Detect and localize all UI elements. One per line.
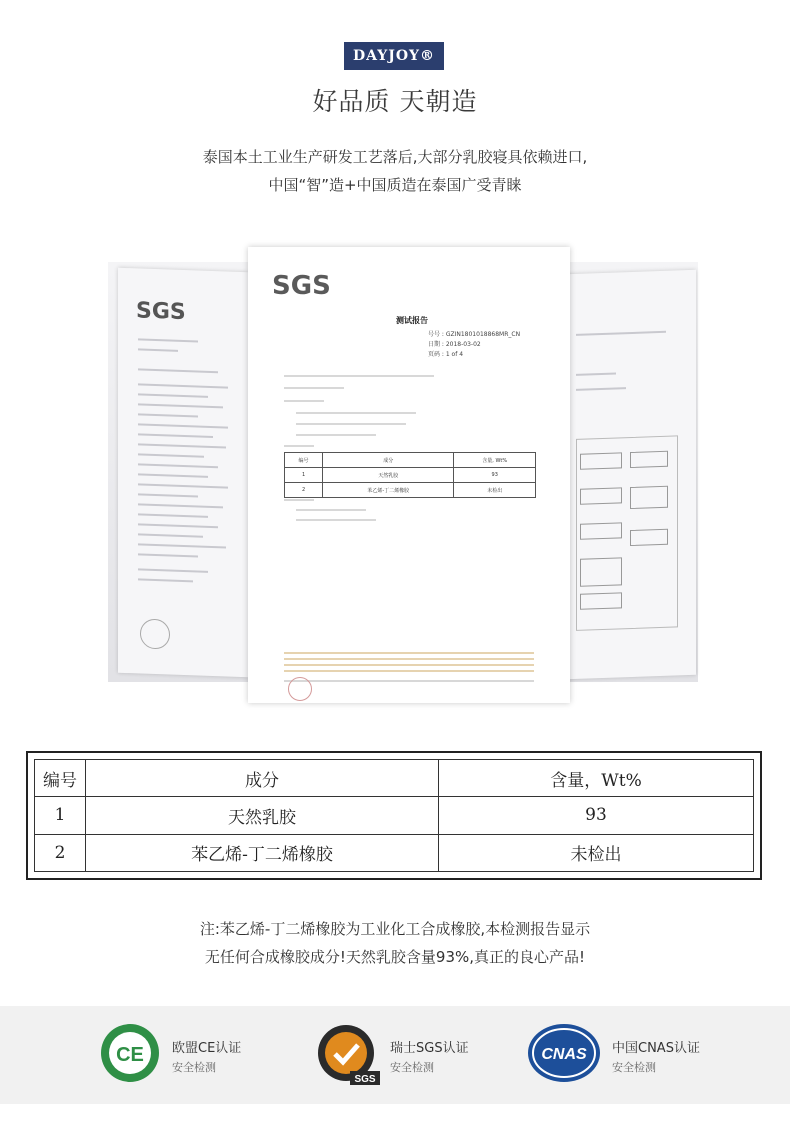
cnas-badge-icon: [526, 1021, 602, 1085]
header-number: 编号: [35, 760, 86, 797]
ce-badge-text: CE: [116, 1044, 144, 1066]
cnas-badge-text: CNAS: [541, 1046, 587, 1063]
row-component: 天然乳胶: [86, 797, 439, 834]
sgs-logo-left: SGS: [136, 298, 186, 326]
report-page-main: [248, 247, 570, 703]
sgs-logo-main: SGS: [272, 271, 331, 301]
row-component: 苯乙烯-丁二烯橡胶: [86, 834, 439, 871]
report-meta-2: 日期 : 2018-03-02: [428, 341, 481, 348]
mini-cell: 苯乙烯-丁二烯橡胶: [323, 483, 454, 498]
cert-sgs-subtitle: 安全检测: [390, 1061, 434, 1074]
brand-logo: DAYJOY®: [344, 42, 444, 70]
report-meta-3: 页码 : 1 of 4: [428, 351, 464, 358]
page-headline: 好品质 天朝造: [312, 87, 478, 116]
mini-head-component: 成分: [323, 453, 454, 468]
ce-badge-icon: [100, 1021, 160, 1085]
cert-ce-subtitle: 安全检测: [172, 1061, 216, 1074]
cert-cnas-subtitle: 安全检测: [612, 1061, 656, 1074]
mini-cell: 2: [285, 483, 323, 498]
intro-line-2: 中国“智”造+中国质造在泰国广受青睐: [268, 176, 522, 194]
report-mini-table: [284, 452, 536, 498]
report-title: 测试报告: [396, 316, 428, 325]
intro-line-1: 泰国本土工业生产研发工艺落后,大部分乳胶寝具依赖进口,: [202, 148, 588, 166]
stamp-icon: [288, 677, 312, 701]
row-number: 1: [35, 797, 86, 834]
note-line-2: 无任何合成橡胶成分!天然乳胶含量93%,真正的良心产品!: [204, 948, 586, 966]
mini-head-content: 含量, Wt%: [454, 453, 536, 468]
seal-icon: [140, 618, 170, 649]
table-row: [35, 834, 754, 871]
mini-head-no: 编号: [285, 453, 323, 468]
table-row: [35, 797, 754, 834]
row-content: 93: [439, 797, 754, 834]
report-page-left: [118, 268, 248, 678]
cert-ce-title: 欧盟CE认证: [172, 1041, 242, 1056]
header-content: 含量，Wt%: [439, 760, 754, 797]
mini-cell: 天然乳胶: [323, 468, 454, 483]
cert-cnas-title: 中国CNAS认证: [612, 1041, 700, 1056]
row-number: 2: [35, 834, 86, 871]
results-table-frame: [26, 751, 762, 880]
results-table: [34, 759, 754, 872]
row-content: 未检出: [439, 834, 754, 871]
cert-cnas: [526, 1021, 716, 1087]
mini-cell: 93: [454, 468, 536, 483]
sgs-badge-text: SGS: [354, 1074, 376, 1085]
sgs-badge-icon: [316, 1021, 380, 1087]
header-component: 成分: [86, 760, 439, 797]
cert-sgs: [316, 1021, 496, 1087]
cert-ce: [100, 1021, 270, 1087]
note-line-1: 注:苯乙烯-丁二烯橡胶为工业化工合成橡胶,本检测报告显示: [199, 920, 591, 938]
report-meta-1: 号号 : GZIN1801018868MR_CN: [428, 331, 521, 338]
report-page-right: [566, 270, 696, 680]
mini-cell: 未检出: [454, 483, 536, 498]
mini-cell: 1: [285, 468, 323, 483]
cert-sgs-title: 瑞士SGS认证: [390, 1041, 469, 1056]
